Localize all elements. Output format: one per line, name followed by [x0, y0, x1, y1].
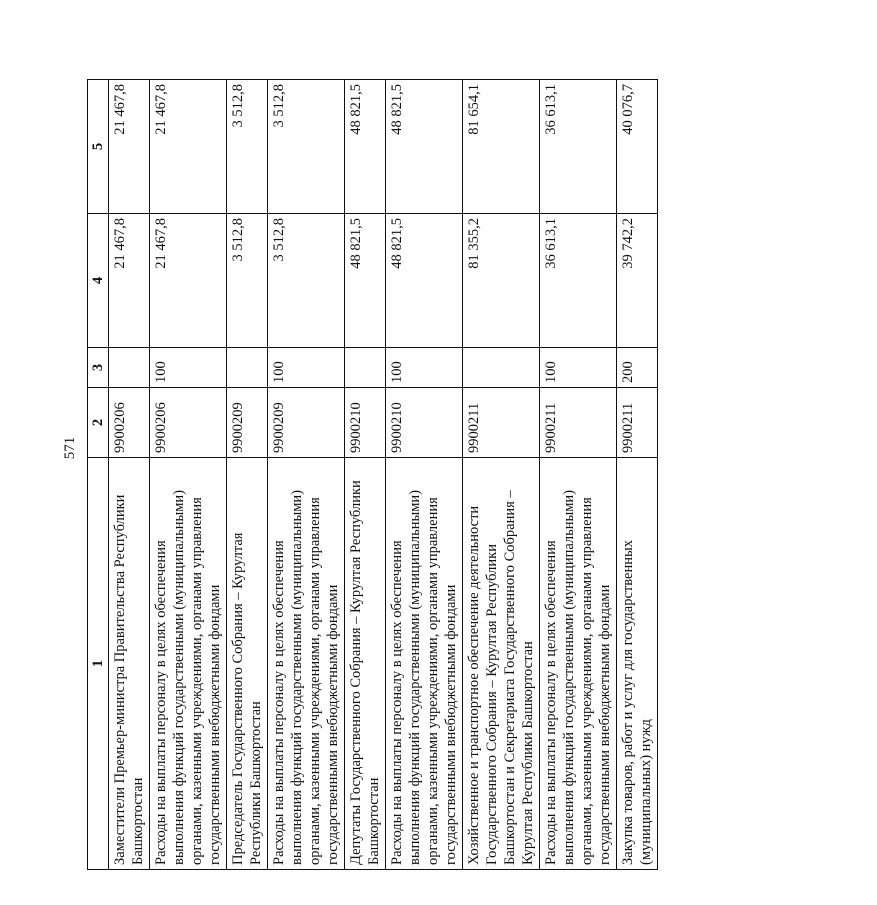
row-code: 9900210 [345, 388, 386, 458]
rotated-table-inner [87, 80, 654, 870]
table-row [617, 80, 658, 870]
row-kind [463, 348, 540, 388]
row-name: Расходы на выплаты персоналу в целях обеспечения выполнения функций государственными (муниципальными) органами, казенными учреждениями, органами управления государственными внебюджетными фондами [150, 458, 227, 870]
row-code: 9900211 [540, 388, 617, 458]
row-value-col5: 21 467,8 [109, 80, 150, 214]
header-cell: 2 [88, 388, 109, 458]
budget-table [87, 79, 658, 870]
row-value-col4: 21 467,8 [109, 214, 150, 348]
row-kind [345, 348, 386, 388]
row-kind: 100 [150, 348, 227, 388]
row-name: Расходы на выплаты персоналу в целях обеспечения выполнения функций государственными (муниципальными) органами, казенными учреждениями, органами управления государственными внебюджетными фондами [540, 458, 617, 870]
row-value-col4: 3 512,8 [227, 214, 268, 348]
row-value-col4: 36 613,1 [540, 214, 617, 348]
row-code: 9900209 [268, 388, 345, 458]
row-name: Расходы на выплаты персоналу в целях обеспечения выполнения функций государственными (муниципальными) органами, казенными учреждениями, органами управления государственными внебюджетными фондами [386, 458, 463, 870]
row-value-col5: 81 654,1 [463, 80, 540, 214]
header-cell: 3 [88, 348, 109, 388]
row-code: 9900206 [150, 388, 227, 458]
row-kind [109, 348, 150, 388]
table-header-row [88, 80, 109, 870]
row-value-col5: 48 821,5 [386, 80, 463, 214]
row-kind: 100 [268, 348, 345, 388]
row-value-col5: 40 076,7 [617, 80, 658, 214]
row-value-col4: 48 821,5 [345, 214, 386, 348]
row-name: Депутаты Государственного Собрания – Курултая Республики Башкортостан [345, 458, 386, 870]
table-row [227, 80, 268, 870]
table-row [386, 80, 463, 870]
row-kind: 100 [540, 348, 617, 388]
row-name: Закупка товаров, работ и услуг для государственных (муниципальных) нужд [617, 458, 658, 870]
table-row [150, 80, 227, 870]
row-code: 9900211 [617, 388, 658, 458]
row-value-col4: 21 467,8 [150, 214, 227, 348]
row-value-col5: 36 613,1 [540, 80, 617, 214]
table-row [540, 80, 617, 870]
page-number: 571 [62, 436, 78, 460]
table-row [268, 80, 345, 870]
row-kind [227, 348, 268, 388]
header-cell: 1 [88, 458, 109, 870]
row-code: 9900209 [227, 388, 268, 458]
row-name: Председатель Государственного Собрания – Курултая Республики Башкортостан [227, 458, 268, 870]
row-value-col4: 48 821,5 [386, 214, 463, 348]
table-row [109, 80, 150, 870]
row-code: 9900211 [463, 388, 540, 458]
row-code: 9900210 [386, 388, 463, 458]
row-name: Хозяйственное и транспортное обеспечение деятельности Государственного Собрания – Курултая Республики Башкортостан и Секретариата Государственного Собрания – Курултая Республики Башкортостан [463, 458, 540, 870]
row-name: Расходы на выплаты персоналу в целях обеспечения выполнения функций государственными (муниципальными) органами, казенными учреждениями, органами управления государственными внебюджетными фондами [268, 458, 345, 870]
row-value-col5: 3 512,8 [227, 80, 268, 214]
row-value-col5: 3 512,8 [268, 80, 345, 214]
table-row [463, 80, 540, 870]
row-value-col5: 48 821,5 [345, 80, 386, 214]
row-value-col4: 39 742,2 [617, 214, 658, 348]
header-cell: 4 [88, 214, 109, 348]
row-name: Заместители Премьер-министра Правительства Республики Башкортостан [109, 458, 150, 870]
row-kind: 200 [617, 348, 658, 388]
row-value-col5: 21 467,8 [150, 80, 227, 214]
row-value-col4: 3 512,8 [268, 214, 345, 348]
row-value-col4: 81 355,2 [463, 214, 540, 348]
rotated-table-wrapper [87, 80, 877, 865]
row-code: 9900206 [109, 388, 150, 458]
row-kind: 100 [386, 348, 463, 388]
table-row [345, 80, 386, 870]
header-cell: 5 [88, 80, 109, 214]
